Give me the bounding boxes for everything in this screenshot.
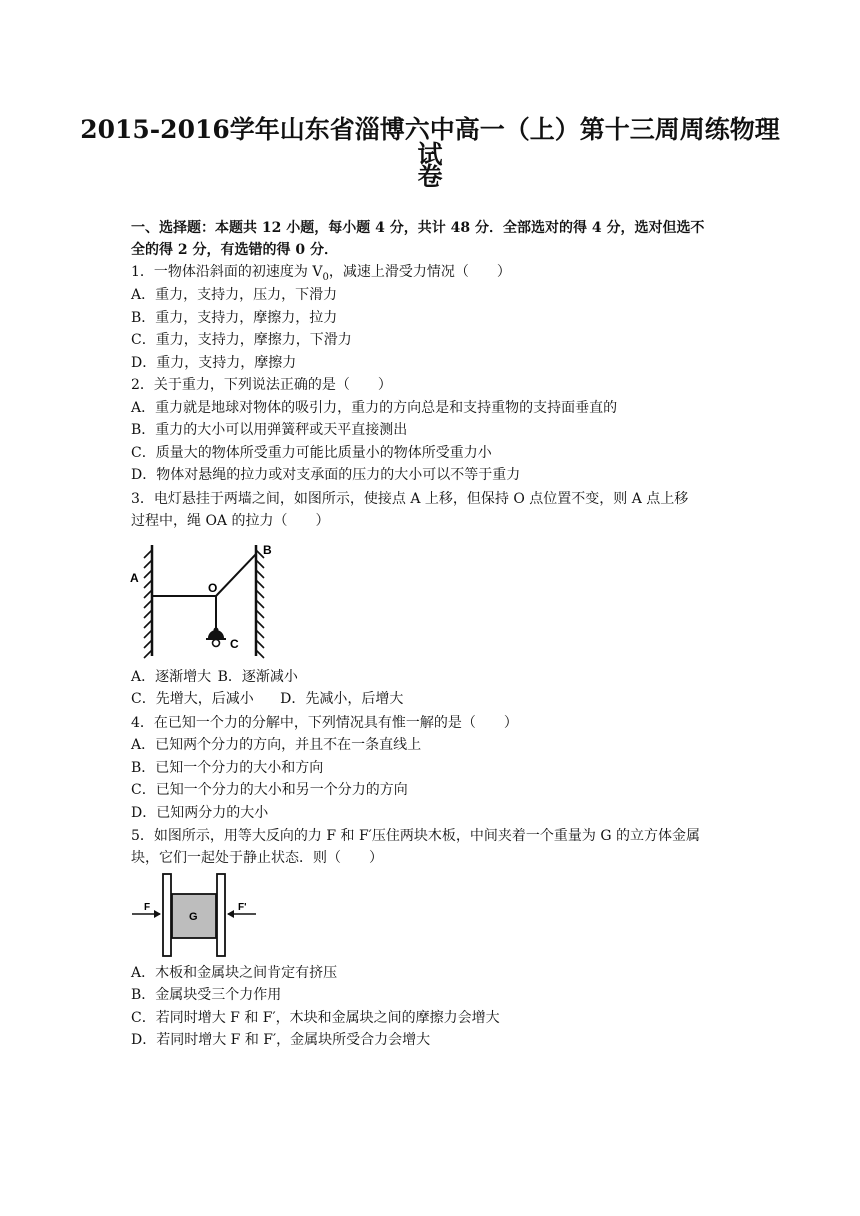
- right-board: [217, 874, 225, 956]
- q1-option-c: C．重力，支持力，摩擦力，下滑力: [131, 332, 352, 348]
- q3-options-row2: [131, 689, 751, 709]
- q4-option-b: B．已知一个分力的大小和方向: [131, 760, 324, 776]
- q3-lamp-between-walls-figure: [130, 540, 280, 660]
- lamp-icon: [206, 628, 226, 647]
- q1-option-b: B．重力，支持力，摩擦力，拉力: [131, 310, 338, 326]
- q4-option-a: A．已知两个分力的方向，并且不在一条直线上: [131, 737, 422, 753]
- left-wall: [144, 545, 152, 658]
- q2-option-c: C．质量大的物体所受重力可能比质量小的物体所受重力小: [131, 445, 492, 461]
- q5-option-a: A．木板和金属块之间肯定有挤压: [131, 965, 338, 981]
- q1-option-d: D．重力，支持力，摩擦力: [131, 355, 297, 371]
- q3-option-a: A．逐渐增大: [131, 669, 212, 685]
- right-wall: [256, 545, 264, 658]
- fig-label-f-prime: F': [238, 902, 247, 913]
- fig-label-o: O: [208, 581, 218, 595]
- q3-option-b: B．逐渐减小: [217, 669, 298, 685]
- q4-option-c: C．已知一个分力的大小和另一个分力的方向: [131, 782, 408, 798]
- q1-option-a: A．重力，支持力，压力，下滑力: [131, 287, 338, 303]
- section-heading-line2: 全的得 2 分，有选错的得 0 分．: [131, 242, 338, 258]
- q1-stem-post: ，减速上滑受力情况（ ）: [328, 264, 511, 280]
- q2-stem: 2．关于重力，下列说法正确的是（ ）: [131, 377, 392, 393]
- q2-option-b: B．重力的大小可以用弹簧秤或天平直接测出: [131, 422, 408, 438]
- fig-label-g: G: [189, 911, 198, 923]
- fig-label-c: C: [230, 637, 239, 651]
- page-title-line1: 2015-2016学年山东省淄博六中高一（上）第十三周周练物理试: [80, 115, 780, 169]
- q5-stem-line1: 5．如图所示，用等大反向的力 F 和 F′压住两块木板，中间夹着一个重量为 G 的立方体金属: [131, 828, 700, 844]
- q1-stem-pre: 1．一物体沿斜面的初速度为 V: [131, 264, 323, 280]
- q3-options-row1: [131, 667, 751, 687]
- q5-option-d: D．若同时增大 F 和 F′，金属块所受合力会增大: [131, 1032, 431, 1048]
- q2-option-d: D．物体对悬绳的拉力或对支承面的压力的大小可以不等于重力: [131, 467, 521, 483]
- fig-label-a: A: [130, 571, 139, 585]
- section-heading-line1: 一、选择题：本题共 12 小题，每小题 4 分，共计 48 分．全部选对的得 4 分，选对但选不: [131, 220, 705, 236]
- fig-label-f: F: [144, 902, 151, 913]
- q4-stem: 4．在已知一个力的分解中，下列情况具有惟一解的是（ ）: [131, 715, 518, 731]
- left-board: [163, 874, 171, 956]
- q3-stem-line2: 过程中，绳 OA 的拉力（ ）: [131, 513, 330, 529]
- page-title-line2: 卷: [417, 162, 443, 191]
- q5-option-b: B．金属块受三个力作用: [131, 987, 282, 1003]
- q1-stem: [131, 262, 751, 288]
- q5-boards-clamp-block-figure: [130, 870, 270, 960]
- rope-ob: [216, 554, 256, 596]
- q4-option-d: D．已知两分力的大小: [131, 805, 269, 821]
- fig-label-b: B: [263, 543, 272, 557]
- q3-stem-line1: 3．电灯悬挂于两墙之间，如图所示，使接点 A 上移，但保持 O 点位置不变，则 A 点上移: [131, 491, 689, 507]
- q3-option-c: C．先增大，后减小: [131, 691, 254, 707]
- q1-stem-subscript: 0: [322, 271, 329, 283]
- q3-option-d: D．先减小，后增大: [280, 691, 404, 707]
- q5-option-c: C．若同时增大 F 和 F′，木块和金属块之间的摩擦力会增大: [131, 1010, 500, 1026]
- q5-stem-line2: 块，它们一起处于静止状态．则（ ）: [131, 850, 383, 866]
- q2-option-a: A．重力就是地球对物体的吸引力，重力的方向总是和支持重物的支持面垂直的: [131, 400, 618, 416]
